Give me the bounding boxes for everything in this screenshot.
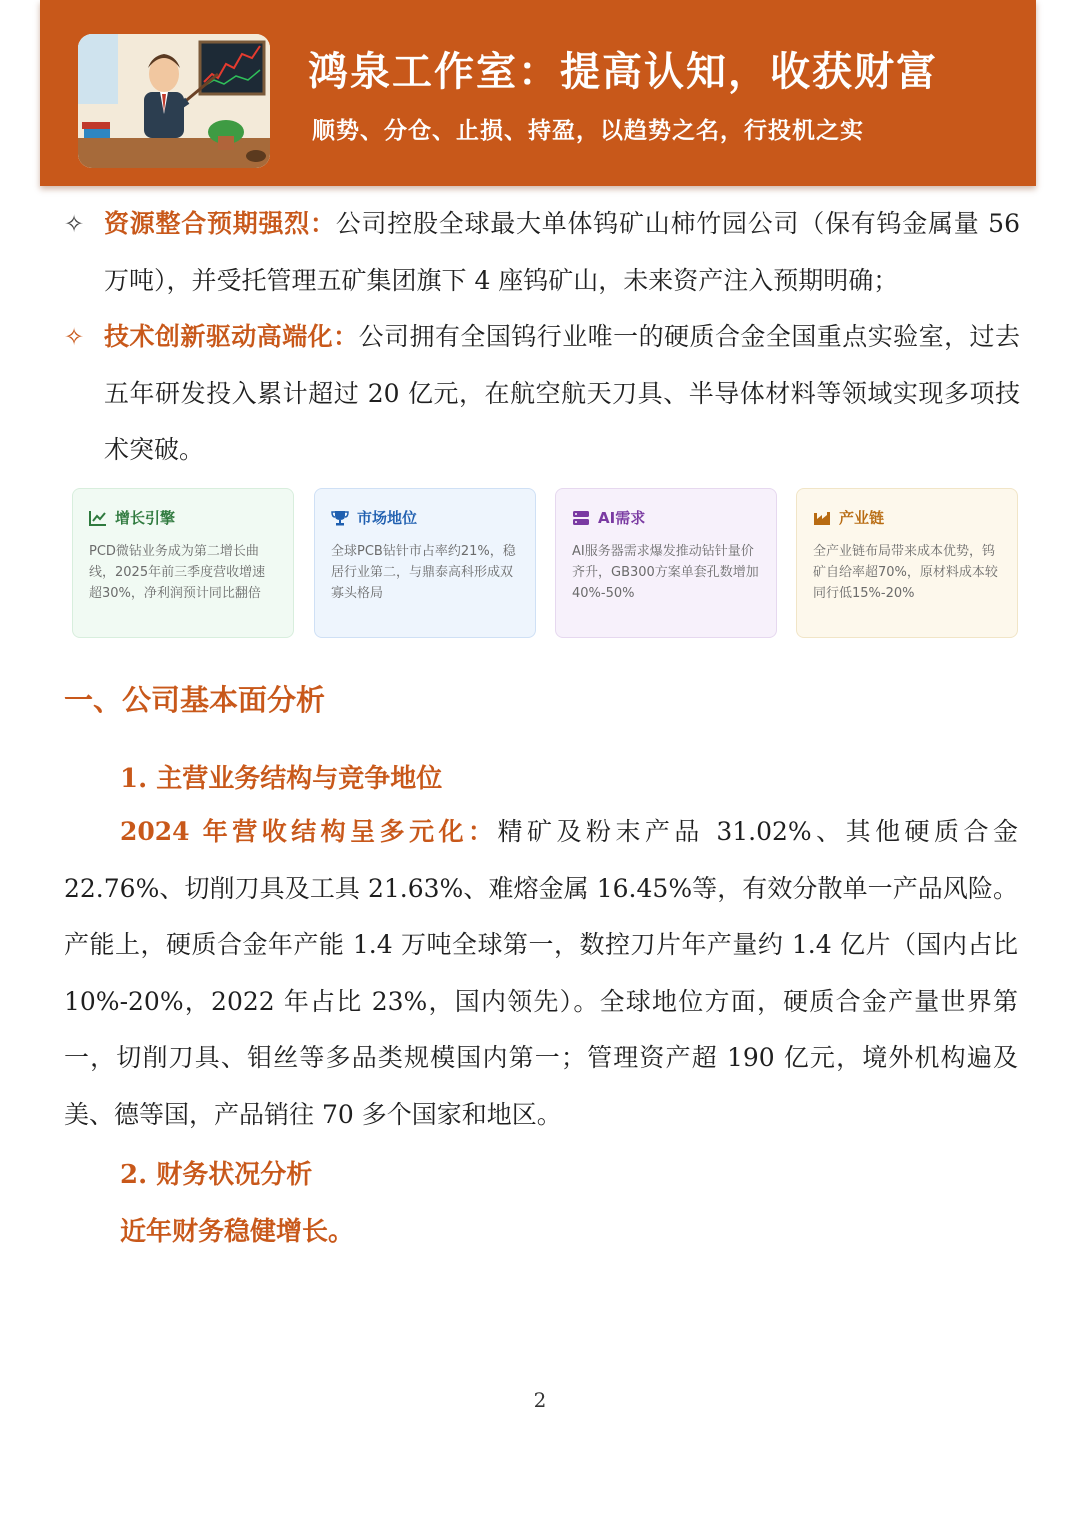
card-ai-demand: [555, 488, 777, 638]
bullet-resource-integration: [64, 196, 1020, 309]
paragraph-text: 精矿及粉末产品 31.02%、其他硬质合金 22.76%、切削刀具及工具 21.63%、难熔金属 16.45%等，有效分散单一产品风险。产能上，硬质合金年产能 1.4 万吨全球第一，数控刀片年产量约 1.4 亿片（国内占比 10%-20%，2022 年占比 23%，国内领先）。全球地位方面，硬质合金产量世界第一，切削刀具、钼丝等多品类规模国内第一；管理资产超 190 亿元，境外机构遍及美、德等国，产品销往 70 多个国家和地区。: [64, 817, 1018, 1129]
card-growth-engine: [72, 488, 294, 638]
bullet-text: 公司控股全球最大单体钨矿山柿竹园公司（保有钨金属量 56 万吨），并受托管理五矿集团旗下 4 座钨矿山，未来资产注入预期明确；: [104, 209, 1020, 295]
bullet-heading: 资源整合预期强烈：: [104, 209, 336, 238]
trader-illustration: [78, 34, 270, 168]
card-title: 市场地位: [357, 509, 418, 527]
header-banner: [40, 0, 1036, 186]
banner-illustration: [78, 34, 270, 168]
bullet-body: [104, 196, 1020, 309]
trophy-icon: [331, 510, 349, 526]
paragraph-lead: 近年财务稳健增长。: [120, 1217, 355, 1247]
bullet-text: 公司拥有全国钨行业唯一的硬质合金全国重点实验室，过去五年研发投入累计超过 20 亿元，在航空航天刀具、半导体材料等领域实现多项技术突破。: [104, 322, 1020, 464]
page-number: 2: [533, 1388, 547, 1412]
highlight-cards: [72, 488, 1020, 640]
card-market-position: [314, 488, 536, 638]
main-business-paragraph: [64, 804, 1018, 1143]
diamond-star-icon: ✧: [64, 210, 85, 238]
bullet-tech-innovation: [64, 309, 1020, 479]
bullet-body: [104, 309, 1020, 479]
factory-icon: [813, 510, 831, 526]
server-icon: [572, 510, 590, 526]
banner-title: 鸿泉工作室：提高认知，收获财富: [308, 48, 938, 95]
card-title: 增长引擎: [115, 509, 176, 527]
subsection-title: 2. 财务状况分析: [120, 1160, 313, 1190]
diamond-star-icon: ✧: [64, 323, 85, 351]
subsection-title: 1. 主营业务结构与竞争地位: [120, 764, 443, 794]
card-text: PCD微钻业务成为第二增长曲线，2025年前三季度营收增速超30%，净利润预计同比翻倍: [89, 544, 266, 601]
paragraph-lead: 2024 年营收结构呈多元化：: [120, 817, 498, 846]
bullet-heading: 技术创新驱动高端化：: [104, 322, 359, 351]
section-title: 一、公司基本面分析: [64, 683, 326, 717]
card-title: AI需求: [598, 509, 646, 527]
trend-chart-icon: [89, 510, 107, 526]
card-text: AI服务器需求爆发推动钻针量价齐升，GB300方案单套孔数增加40%-50%: [572, 544, 759, 601]
card-title: 产业链: [839, 509, 885, 527]
card-text: 全产业链布局带来成本优势，钨矿自给率超70%，原材料成本较同行低15%-20%: [813, 544, 998, 601]
card-industry-chain: [796, 488, 1018, 638]
banner-subtitle: 顺势、分仓、止损、持盈，以趋势之名，行投机之实: [312, 117, 864, 144]
card-text: 全球PCB钻针市占率约21%，稳居行业第二，与鼎泰高科形成双寡头格局: [331, 544, 516, 601]
